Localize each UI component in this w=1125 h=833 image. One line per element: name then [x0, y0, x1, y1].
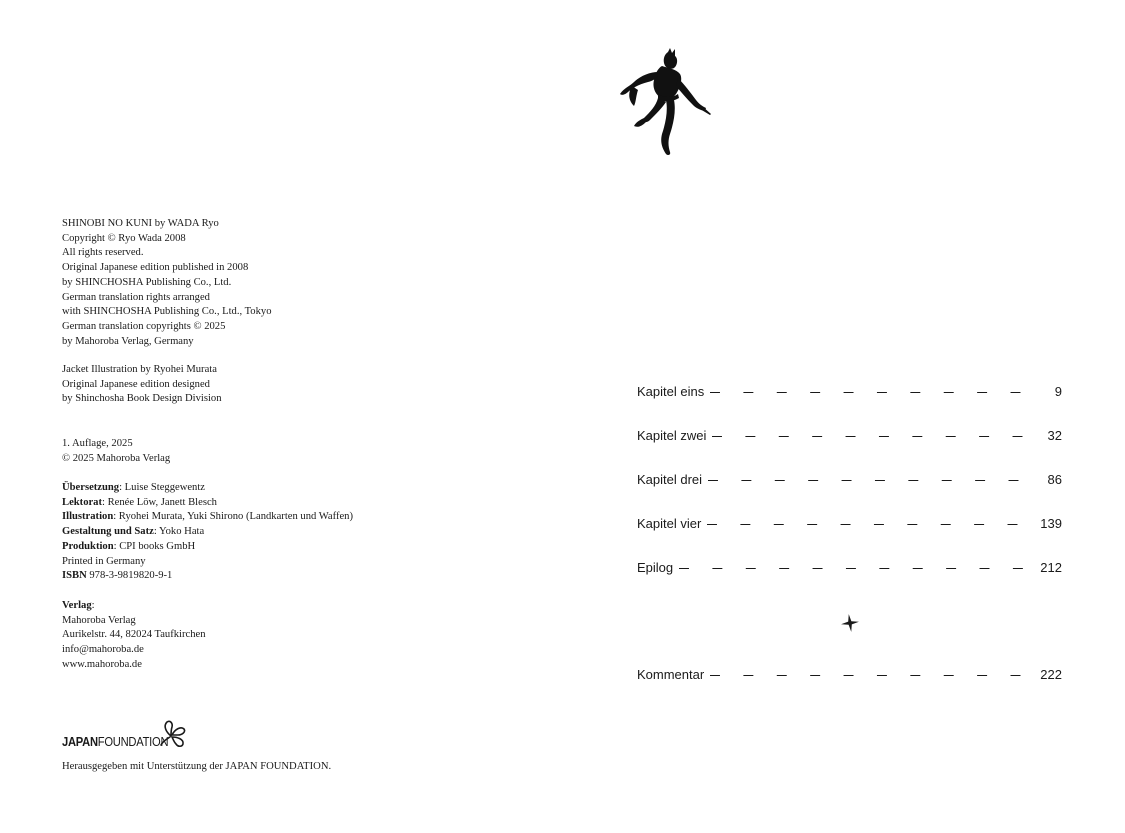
logo-regular-part: FOUNDATION	[97, 734, 169, 749]
publisher-heading	[62, 599, 206, 614]
copyright-line: German translation copyrights © 2025	[62, 320, 226, 332]
credit-label: Übersetzung	[62, 482, 120, 493]
credit-line	[62, 540, 353, 555]
toc-entry-afterword[interactable]	[637, 664, 1062, 684]
credit-value: 978-3-9819820-9-1	[86, 570, 173, 582]
toc-entry-title: Epilog	[637, 559, 674, 575]
shuriken-star-icon	[841, 614, 859, 632]
publisher-block	[62, 599, 206, 673]
publisher-label: Verlag	[62, 600, 92, 611]
ninja-silhouette-icon	[618, 48, 712, 158]
toc-entry[interactable]	[637, 381, 1062, 401]
toc-leader-dashes	[707, 524, 1034, 525]
publisher-line: Aurikelstr. 44, 82024 Taufkirchen	[62, 629, 206, 641]
credit-value: : Renée Löw, Janett Blesch	[102, 496, 217, 508]
copyright-line: by Mahoroba Verlag, Germany	[62, 335, 194, 347]
credit-line	[62, 496, 353, 511]
credit-line	[62, 555, 353, 570]
publisher-colon: :	[91, 600, 95, 611]
credit-line	[62, 481, 353, 496]
jacket-line: by Shinchosha Book Design Division	[62, 393, 222, 405]
jacket-line: Jacket Illustration by Ryohei Murata	[62, 364, 217, 375]
credit-label: ISBN	[62, 570, 87, 582]
copyright-line: by SHINCHOSHA Publishing Co., Ltd.	[62, 276, 232, 288]
publisher-line: Mahoroba Verlag	[62, 614, 136, 626]
credit-label: Produktion	[62, 540, 114, 552]
toc-entry-title: Kapitel drei	[637, 471, 703, 487]
toc-entry[interactable]	[637, 469, 1062, 489]
toc-entry-page: 86	[1047, 471, 1062, 487]
staff-credits-block	[62, 481, 353, 584]
credit-line	[62, 525, 353, 540]
credit-value: : Ryohei Murata, Yuki Shirono (Landkarten und Waffen)	[113, 511, 353, 523]
credit-label: Illustration	[62, 511, 114, 523]
copyright-line: All rights reserved.	[62, 247, 144, 259]
japan-foundation-logo	[62, 718, 186, 750]
toc-entry[interactable]	[637, 513, 1062, 533]
toc-leader-dashes	[708, 480, 1040, 481]
credit-line	[62, 569, 353, 584]
toc-entry-page: 212	[1040, 559, 1062, 575]
toc-leader-dashes	[710, 675, 1034, 676]
copyright-block	[62, 217, 272, 349]
jacket-credits-block	[62, 363, 222, 407]
copyright-line: German translation rights arranged	[62, 291, 210, 303]
credit-label: Lektorat	[62, 496, 103, 508]
toc-leader-dashes	[710, 392, 1040, 393]
japan-foundation-emblem-icon	[157, 718, 189, 750]
publisher-website: www.mahoroba.de	[62, 658, 142, 670]
credit-value: Printed in Germany	[62, 555, 146, 567]
credit-line	[62, 510, 353, 525]
logo-bold-part: JAPAN	[62, 734, 98, 749]
toc-entry-title: Kapitel eins	[637, 383, 705, 399]
toc-leader-dashes	[712, 436, 1040, 437]
toc-entry-page: 32	[1047, 427, 1062, 443]
toc-entry-title: Kapitel vier	[637, 515, 702, 531]
copyright-line: SHINOBI NO KUNI by WADA Ryo	[62, 218, 219, 229]
imprint-page	[0, 0, 560, 833]
copyright-line: Copyright © Ryo Wada 2008	[62, 232, 186, 244]
toc-entry-title: Kapitel zwei	[637, 427, 707, 443]
toc-leader-dashes	[679, 568, 1034, 569]
sponsor-support-note: Herausgegeben mit Unterstützung der JAPAN FOUNDATION.	[62, 761, 332, 772]
credit-value: : Yoko Hata	[153, 526, 205, 538]
edition-line: © 2025 Mahoroba Verlag	[62, 452, 171, 464]
toc-entry-title: Kommentar	[637, 666, 705, 682]
toc-entry[interactable]	[637, 425, 1062, 445]
credit-value: : CPI books GmbH	[113, 540, 196, 552]
toc-entry-page: 139	[1040, 515, 1062, 531]
japan-foundation-wordmark	[62, 735, 168, 748]
toc-entry-page: 9	[1054, 383, 1062, 399]
credit-label: Gestaltung und Satz	[62, 526, 154, 538]
toc-entry[interactable]	[637, 557, 1062, 577]
credit-value: : Luise Steggewentz	[119, 482, 205, 493]
toc-entry-page: 222	[1040, 666, 1062, 682]
publisher-email: info@mahoroba.de	[62, 644, 144, 656]
contents-page	[560, 0, 1125, 833]
jacket-line: Original Japanese edition designed	[62, 378, 210, 390]
copyright-line: Original Japanese edition published in 2008	[62, 262, 249, 274]
edition-line: 1. Auflage, 2025	[62, 438, 133, 449]
copyright-line: with SHINCHOSHA Publishing Co., Ltd., Tokyo	[62, 306, 272, 318]
edition-block	[62, 437, 170, 466]
